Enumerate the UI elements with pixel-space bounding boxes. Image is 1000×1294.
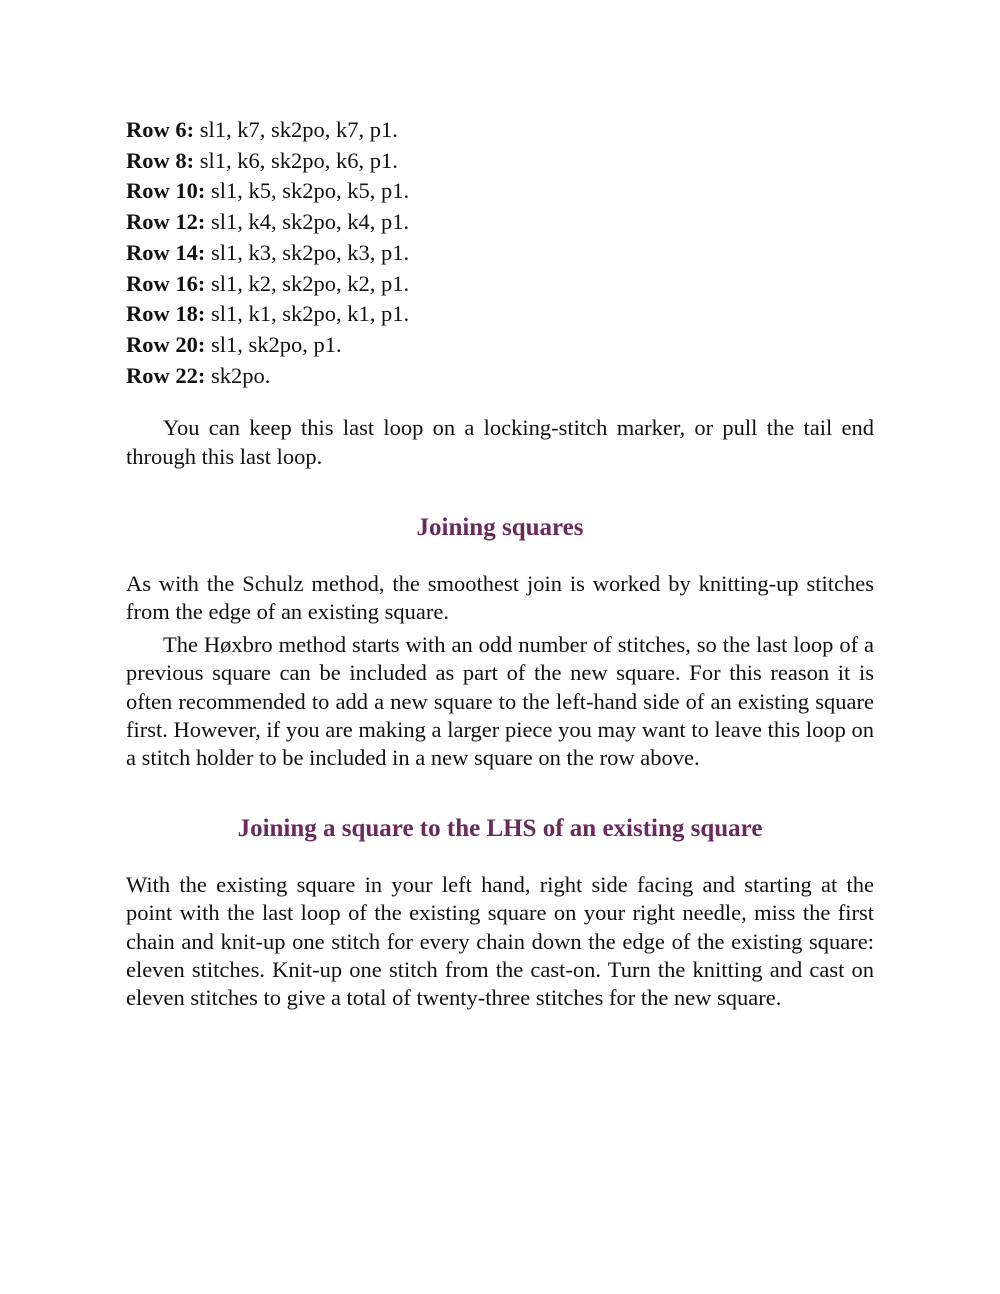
row-text: sl1, k7, sk2po, k7, p1.: [194, 117, 398, 142]
row-text: sl1, k5, sk2po, k5, p1.: [205, 178, 410, 204]
paragraph-last-loop: You can keep this last loop on a locking-stitch marker, or pull the tail end through this last loop.: [126, 415, 874, 469]
row-instruction: [126, 176, 874, 207]
row-label: Row 10:: [126, 178, 206, 204]
row-label: Row 6:: [126, 117, 195, 142]
row-label: Row 18:: [126, 301, 206, 327]
row-text: sk2po.: [205, 362, 271, 388]
paragraph-schulz-method: As with the Schulz method, the smoothest join is worked by knitting-up stitches from the edge of an existing square.: [126, 570, 874, 624]
row-instruction: [126, 115, 874, 146]
paragraph-hoxbro-method: The Høxbro method starts with an odd number of stitches, so the last loop of a previous square can be included as part of the new square. For this reason it is often recommended to add a new square to the left-hand side of an existing square first. However, if you are making a larger piece you may want to leave this loop on a stitch holder to be included in a new square on the row above.: [126, 632, 874, 770]
row-instruction: [126, 361, 874, 392]
row-instruction: [126, 238, 874, 269]
row-text: sl1, k6, sk2po, k6, p1.: [194, 147, 398, 173]
row-label: Row 22:: [126, 362, 206, 388]
row-instruction: [126, 207, 874, 238]
heading-joining-squares: Joining squares: [416, 513, 584, 541]
row-label: Row 20:: [126, 331, 206, 357]
row-label: Row 16:: [126, 270, 206, 296]
row-instructions: [126, 115, 874, 391]
row-instruction: [126, 269, 874, 300]
row-instruction: [126, 299, 874, 330]
row-text: sl1, sk2po, p1.: [205, 331, 342, 357]
row-instruction: [126, 146, 874, 177]
page-content: [126, 115, 874, 1012]
row-text: sl1, k3, sk2po, k3, p1.: [205, 239, 410, 265]
row-instruction: [126, 330, 874, 361]
row-text: sl1, k1, sk2po, k1, p1.: [205, 301, 410, 327]
row-label: Row 12:: [126, 209, 206, 235]
heading-joining-lhs: Joining a square to the LHS of an existing square: [237, 815, 763, 843]
row-label: Row 14:: [126, 239, 206, 265]
row-text: sl1, k4, sk2po, k4, p1.: [205, 209, 410, 235]
row-text: sl1, k2, sk2po, k2, p1.: [205, 270, 410, 296]
row-label: Row 8:: [126, 147, 195, 173]
paragraph-lhs-join: With the existing square in your left hand, right side facing and starting at the point with the last loop of the existing square on your right needle, miss the first chain and knit-up one stitch for every chain down the edge of the existing square: eleven stitches. Knit-up one stitch from the cast-on. Turn the knitting and cast on eleven stitches to give a total of twenty-three stitches for the new square.: [126, 872, 874, 1010]
